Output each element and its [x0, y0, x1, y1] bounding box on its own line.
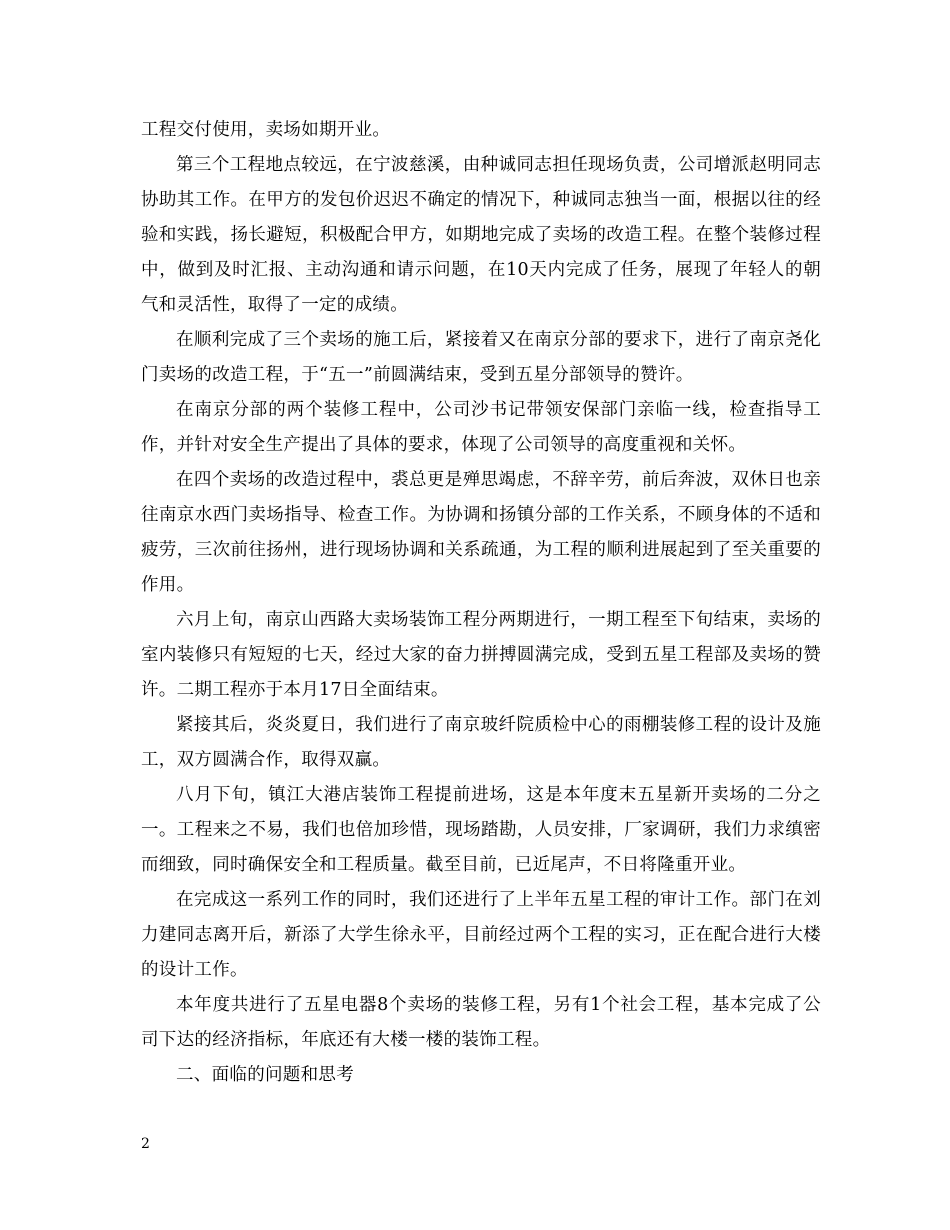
page-number: 2 — [141, 1136, 150, 1152]
paragraph-shanxi-road: 六月上旬，南京山西路大卖场装饰工程分两期进行，一期工程至下旬结束，卖场的室内装修只有短短的七天，经过大家的奋力拼搏圆满完成，受到五星工程部及卖场的赞许。二期工程亦于本月17日全面结束。 — [141, 610, 821, 700]
paragraph-zhenjiang: 八月下旬，镇江大港店装饰工程提前进场，这是本年度末五星新开卖场的二分之一。工程来之不易，我们也倍加珍惜，现场踏勘，人员安排，厂家调研，我们力求缜密而细致，同时确保安全和工程质量。截至目前，已近尾声，不日将隆重开业。 — [141, 785, 821, 875]
paragraph-yaohuamen: 在顺利完成了三个卖场的施工后，紧接着又在南京分部的要求下，进行了南京尧化门卖场的改造工程，于“五一”前圆满结束，受到五星分部领导的赞许。 — [141, 330, 821, 385]
paragraph-canopy-project: 紧接其后，炎炎夏日，我们进行了南京玻纤院质检中心的雨棚装修工程的设计及施工，双方圆满合作，取得双赢。 — [141, 715, 821, 770]
section-heading-problems: 二、面临的问题和思考 — [176, 1065, 354, 1085]
paragraph-audit-work: 在完成这一系列工作的同时，我们还进行了上半年五星工程的审计工作。部门在刘力建同志离开后，新添了大学生徐永平，目前经过两个工程的实习，正在配合进行大楼的设计工作。 — [141, 890, 821, 980]
paragraph-continuation: 工程交付使用，卖场如期开业。 — [141, 120, 391, 140]
paragraph-annual-summary: 本年度共进行了五星电器8个卖场的装修工程，另有1个社会工程，基本完成了公司下达的经济指标，年底还有大楼一楼的装饰工程。 — [141, 995, 821, 1050]
paragraph-safety-inspection: 在南京分部的两个装修工程中，公司沙书记带领安保部门亲临一线，检查指导工作，并针对安全生产提出了具体的要求，体现了公司领导的高度重视和关怀。 — [141, 400, 821, 455]
paragraph-third-project: 第三个工程地点较远，在宁波慈溪，由种诚同志担任现场负责，公司增派赵明同志协助其工作。在甲方的发包价迟迟不确定的情况下，种诚同志独当一面，根据以往的经验和实践，扬长避短，积极配合甲方，如期地完成了卖场的改造工程。在整个装修过程中，做到及时汇报、主动沟通和请示问题，在10天内完成了任务，展现了年轻人的朝气和灵活性，取得了一定的成绩。 — [141, 155, 821, 315]
document-body — [141, 113, 821, 1093]
paragraph-four-stores: 在四个卖场的改造过程中，裘总更是殚思竭虑，不辞辛劳，前后奔波，双休日也亲往南京水西门卖场指导、检查工作。为协调和扬镇分部的工作关系，不顾身体的不适和疲劳，三次前往扬州，进行现场协调和关系疏通，为工程的顺利进展起到了至关重要的作用。 — [141, 470, 821, 595]
